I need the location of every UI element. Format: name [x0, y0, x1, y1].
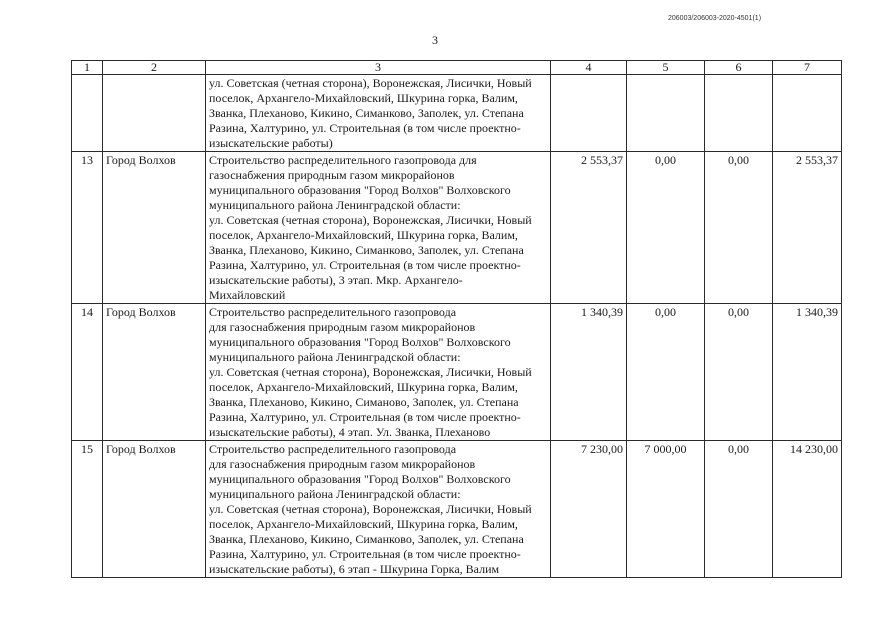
row-description: ул. Советская (четная сторона), Воронежская, Лисички, Новый поселок, Архангело-Михайловский, Шкурина горка, Валим, Званка, Плеханово, Кикино, Симанково, Заполек, ул. Степана Разина, Халтурино, ул. Строительная (в том числе проектно- изыскательские работы)	[206, 75, 551, 152]
row-value-5: 7 000,00	[627, 441, 705, 578]
column-header: 1	[72, 61, 103, 75]
row-value-5: 0,00	[627, 152, 705, 304]
row-value-4: 1 340,39	[551, 304, 627, 441]
column-header: 5	[627, 61, 705, 75]
row-value-4	[551, 75, 627, 152]
row-value-4: 7 230,00	[551, 441, 627, 578]
table-header-row	[72, 61, 842, 75]
row-number	[72, 75, 103, 152]
row-value-6: 0,00	[705, 304, 773, 441]
row-value-7: 14 230,00	[773, 441, 842, 578]
row-value-7: 1 340,39	[773, 304, 842, 441]
column-header: 7	[773, 61, 842, 75]
row-city: Город Волхов	[103, 152, 206, 304]
row-description: Строительство распределительного газопровода для газоснабжения природным газом микрорайонов муниципального образования "Город Волхов" Волховского муниципального района Ленинградской области: ул. Советская (четная сторона), Воронежская, Лисички, Новый поселок, Архангело-Михайловский, Шкурина горка, Валим, Званка, Плеханово, Кикино, Симаново, Заполек, ул. Степана Разина, Халтурино, ул. Строительная (в том числе проектно- изыскательские работы), 4 этап. Ул. Званка, Плеханово	[206, 304, 551, 441]
row-value-6: 0,00	[705, 152, 773, 304]
page-number: 3	[432, 33, 438, 47]
row-number: 14	[72, 304, 103, 441]
row-number: 15	[72, 441, 103, 578]
row-value-5: 0,00	[627, 304, 705, 441]
row-value-6	[705, 75, 773, 152]
table-row	[72, 304, 842, 441]
row-description: Строительство распределительного газопровода для газоснабжения природным газом микрорайонов муниципального образования "Город Волхов" Волховского муниципального района Ленинградской области: ул. Советская (четная сторона), Воронежская, Лисички, Новый поселок, Архангело-Михайловский, Шкурина горка, Валим, Званка, Плеханово, Кикино, Симанково, Заполек, ул. Степана Разина, Халтурино, ул. Строительная (в том числе проектно- изыскательские работы), 6 этап - Шкурина Горка, Валим	[206, 441, 551, 578]
column-header: 4	[551, 61, 627, 75]
row-value-6: 0,00	[705, 441, 773, 578]
column-header: 2	[103, 61, 206, 75]
row-city: Город Волхов	[103, 441, 206, 578]
row-value-7	[773, 75, 842, 152]
table-row	[72, 75, 842, 152]
row-number: 13	[72, 152, 103, 304]
column-header: 6	[705, 61, 773, 75]
row-city	[103, 75, 206, 152]
column-header: 3	[206, 61, 551, 75]
row-value-4: 2 553,37	[551, 152, 627, 304]
row-description: Строительство распределительного газопровода для газоснабжения природным газом микрорайонов муниципального образования "Город Волхов" Волховского муниципального района Ленинградской области: ул. Советская (четная сторона), Воронежская, Лисички, Новый поселок, Архангело-Михайловский, Шкурина горка, Валим, Званка, Плеханово, Кикино, Симанково, Заполек, ул. Степана Разина, Халтурино, ул. Строительная (в том числе проектно- изыскательские работы), 3 этап. Мкр. Архангело- Михайловский	[206, 152, 551, 304]
table-row	[72, 441, 842, 578]
table-row	[72, 152, 842, 304]
document-id: 206003/206003-2020-4501(1)	[668, 15, 762, 22]
row-value-5	[627, 75, 705, 152]
row-value-7: 2 553,37	[773, 152, 842, 304]
budget-table	[71, 60, 842, 578]
row-city: Город Волхов	[103, 304, 206, 441]
